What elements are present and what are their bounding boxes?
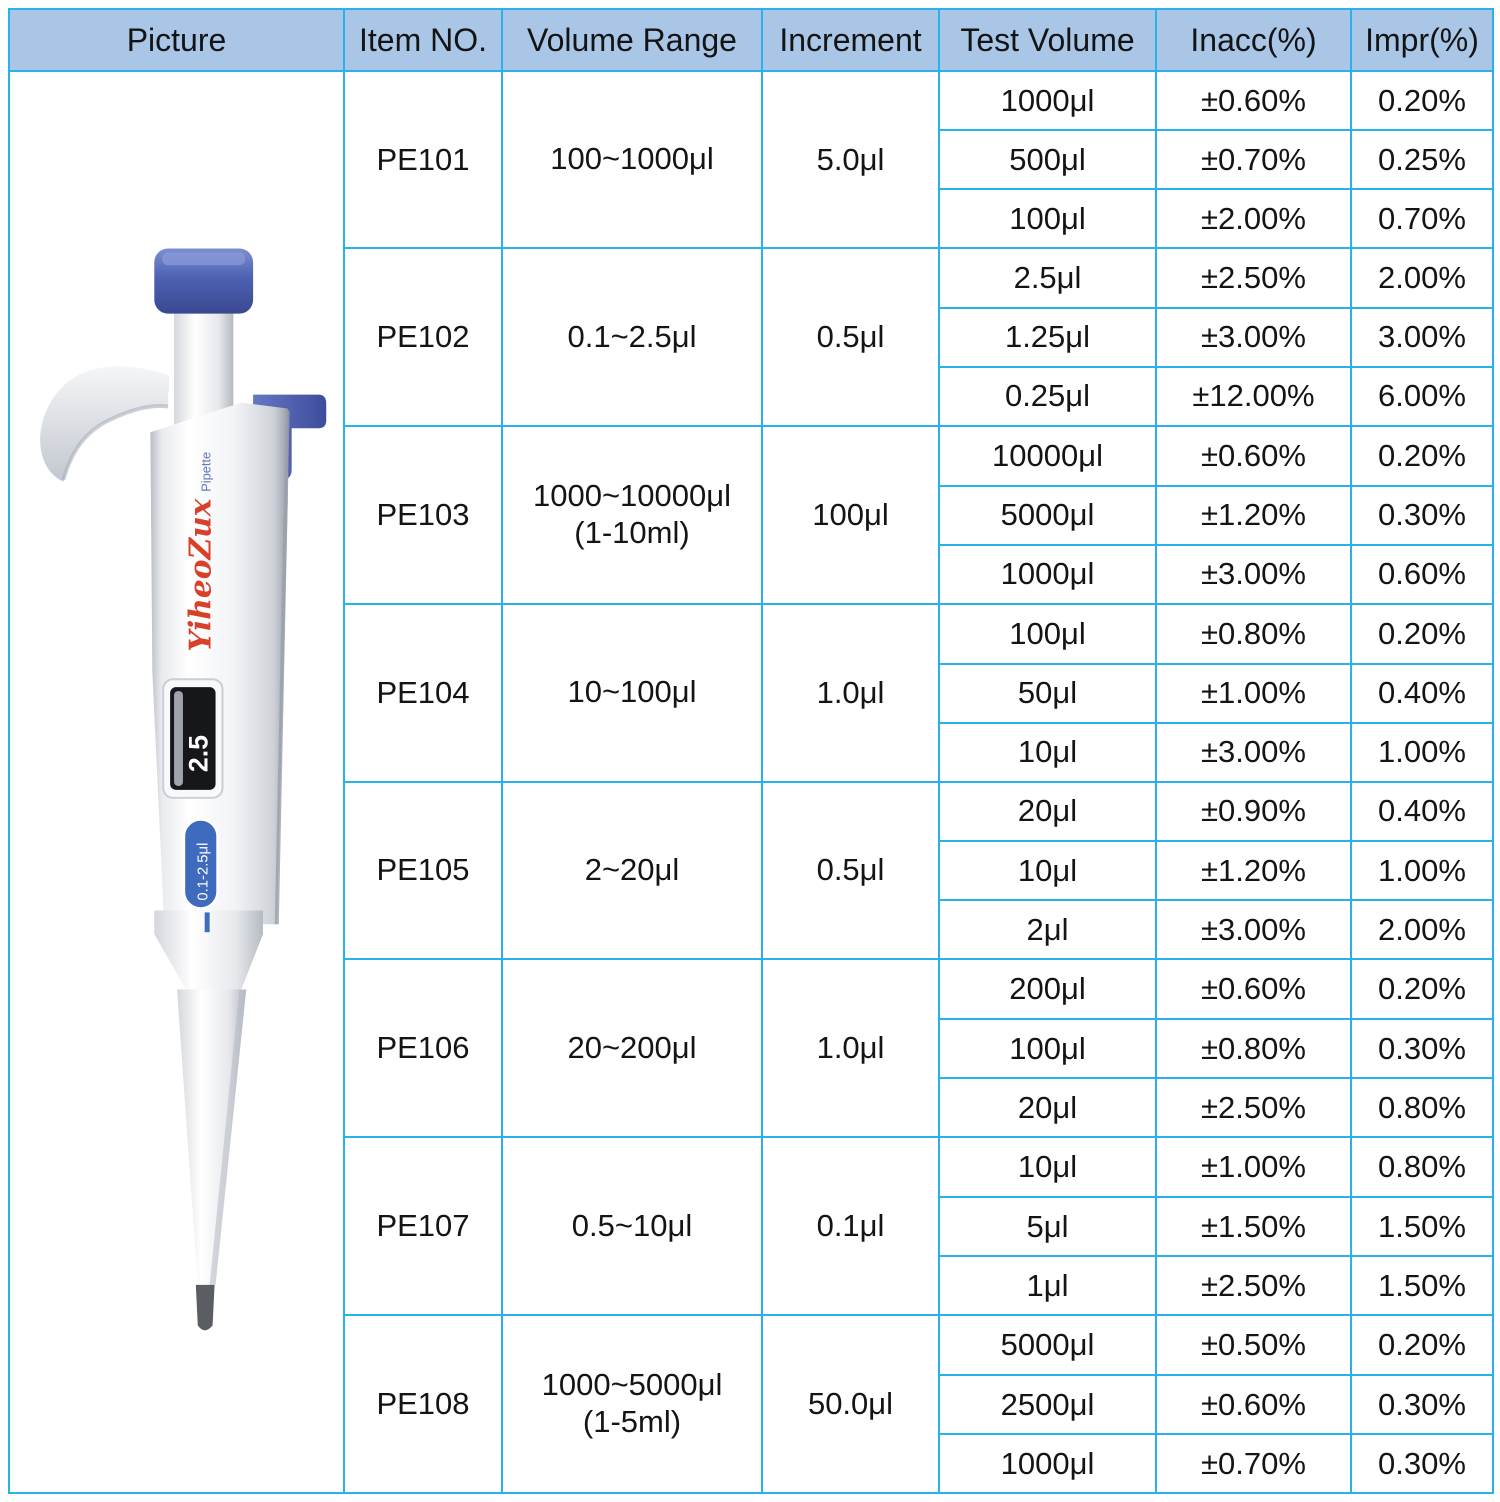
cell-impr: 0.30% xyxy=(1351,1375,1493,1434)
cell-inacc: ±1.00% xyxy=(1156,1137,1351,1197)
cell-inacc: ±0.60% xyxy=(1156,1375,1351,1434)
cell-volume-range xyxy=(502,959,762,1137)
cell-test-volume: 10000μl xyxy=(939,426,1156,486)
cell-test-volume: 100μl xyxy=(939,189,1156,248)
cell-impr: 0.40% xyxy=(1351,664,1493,723)
cell-inacc: ±0.90% xyxy=(1156,782,1351,842)
cell-inacc: ±0.60% xyxy=(1156,71,1351,130)
cell-test-volume: 1000μl xyxy=(939,71,1156,130)
cell-item-no: PE106 xyxy=(344,959,502,1137)
collar-mark xyxy=(205,912,210,932)
cell-test-volume: 20μl xyxy=(939,1078,1156,1137)
cell-test-volume: 20μl xyxy=(939,782,1156,842)
cell-inacc: ±0.80% xyxy=(1156,1019,1351,1078)
cell-impr: 0.80% xyxy=(1351,1078,1493,1137)
cell-increment: 0.1μl xyxy=(762,1137,939,1315)
header-impr: Impr(%) xyxy=(1351,9,1493,71)
pipette-body xyxy=(150,403,287,925)
cell-inacc: ±0.60% xyxy=(1156,959,1351,1019)
cell-test-volume: 1000μl xyxy=(939,1434,1156,1493)
header-inacc: Inacc(%) xyxy=(1156,9,1351,71)
range-line-1: 0.5~10μl xyxy=(571,1207,693,1243)
cell-test-volume: 1000μl xyxy=(939,545,1156,604)
cell-inacc: ±1.00% xyxy=(1156,664,1351,723)
cell-inacc: ±12.00% xyxy=(1156,367,1351,426)
cell-increment: 5.0μl xyxy=(762,71,939,248)
cell-item-no: PE103 xyxy=(344,426,502,604)
display-value: 2.5 xyxy=(183,735,214,773)
cell-increment: 100μl xyxy=(762,426,939,604)
range-line-1: 1000~10000μl xyxy=(532,478,732,514)
cell-test-volume: 2.5μl xyxy=(939,248,1156,308)
cell-inacc: ±2.50% xyxy=(1156,248,1351,308)
range-line-1: 100~1000μl xyxy=(550,141,714,177)
cell-test-volume: 10μl xyxy=(939,723,1156,782)
cell-impr: 0.20% xyxy=(1351,71,1493,130)
cell-impr: 1.00% xyxy=(1351,841,1493,900)
cell-inacc: ±2.50% xyxy=(1156,1256,1351,1315)
cell-test-volume: 5μl xyxy=(939,1197,1156,1256)
cell-test-volume: 10μl xyxy=(939,841,1156,900)
cell-inacc: ±1.50% xyxy=(1156,1197,1351,1256)
cell-test-volume: 2500μl xyxy=(939,1375,1156,1434)
header-volume-range: Volume Range xyxy=(502,9,762,71)
cell-increment: 0.5μl xyxy=(762,248,939,426)
cell-test-volume: 5000μl xyxy=(939,1315,1156,1375)
cell-impr: 0.30% xyxy=(1351,1019,1493,1078)
header-row xyxy=(9,9,1493,71)
cell-impr: 0.30% xyxy=(1351,486,1493,545)
cell-volume-range xyxy=(502,1137,762,1315)
plunger-knob-highlight xyxy=(162,252,245,265)
cell-inacc: ±1.20% xyxy=(1156,841,1351,900)
cell-impr: 6.00% xyxy=(1351,367,1493,426)
cell-test-volume: 1μl xyxy=(939,1256,1156,1315)
cell-item-no: PE101 xyxy=(344,71,502,248)
pipette-spec-table xyxy=(8,8,1494,1494)
cell-test-volume: 2μl xyxy=(939,900,1156,959)
cell-test-volume: 100μl xyxy=(939,604,1156,664)
cell-inacc: ±1.20% xyxy=(1156,486,1351,545)
cell-test-volume: 50μl xyxy=(939,664,1156,723)
cell-inacc: ±2.50% xyxy=(1156,1078,1351,1137)
cell-impr: 2.00% xyxy=(1351,248,1493,308)
cell-test-volume: 200μl xyxy=(939,959,1156,1019)
cell-impr: 0.20% xyxy=(1351,426,1493,486)
header-increment: Increment xyxy=(762,9,939,71)
cell-increment: 50.0μl xyxy=(762,1315,939,1493)
cell-inacc: ±0.70% xyxy=(1156,130,1351,189)
range-line-1: 20~200μl xyxy=(567,1030,697,1065)
cell-increment: 1.0μl xyxy=(762,604,939,782)
range-line-2: (1-5ml) xyxy=(582,1404,682,1440)
cell-inacc: ±3.00% xyxy=(1156,308,1351,367)
cell-test-volume: 1.25μl xyxy=(939,308,1156,367)
cell-inacc: ±0.50% xyxy=(1156,1315,1351,1375)
cell-inacc: ±2.00% xyxy=(1156,189,1351,248)
cell-volume-range xyxy=(502,1315,762,1493)
cell-test-volume: 500μl xyxy=(939,130,1156,189)
cell-test-volume: 5000μl xyxy=(939,486,1156,545)
range-line-1: 2~20μl xyxy=(584,852,680,888)
pipette-image xyxy=(14,72,344,1492)
volume-display xyxy=(163,679,222,798)
cell-item-no: PE108 xyxy=(344,1315,502,1493)
cell-volume-range xyxy=(502,604,762,782)
cell-item-no: PE105 xyxy=(344,782,502,960)
cell-inacc: ±0.80% xyxy=(1156,604,1351,664)
range-line-1: 10~100μl xyxy=(567,674,697,710)
cell-impr: 0.20% xyxy=(1351,1315,1493,1375)
cell-impr: 0.70% xyxy=(1351,189,1493,248)
cell-increment: 0.5μl xyxy=(762,782,939,960)
range-line-2: (1-10ml) xyxy=(574,514,690,550)
table-row xyxy=(9,71,1493,130)
cell-item-no: PE102 xyxy=(344,248,502,426)
cell-volume-range xyxy=(502,782,762,960)
cell-impr: 1.00% xyxy=(1351,723,1493,782)
display-dial-strip xyxy=(174,691,183,786)
cell-inacc: ±0.60% xyxy=(1156,426,1351,486)
cell-impr: 0.20% xyxy=(1351,959,1493,1019)
cell-impr: 2.00% xyxy=(1351,900,1493,959)
brand-text: YiheoZuxPipette xyxy=(182,451,218,652)
range-line-1: 0.1~2.5μl xyxy=(567,318,697,354)
pipette-lower xyxy=(154,910,263,1330)
cell-test-volume: 0.25μl xyxy=(939,367,1156,426)
cell-inacc: ±3.00% xyxy=(1156,900,1351,959)
header-item-no: Item NO. xyxy=(344,9,502,71)
cell-impr: 0.30% xyxy=(1351,1434,1493,1493)
cell-inacc: ±3.00% xyxy=(1156,545,1351,604)
cell-volume-range xyxy=(502,71,762,248)
header-test-volume: Test Volume xyxy=(939,9,1156,71)
cell-inacc: ±0.70% xyxy=(1156,1434,1351,1493)
volume-range-label xyxy=(184,820,218,909)
cell-impr: 0.25% xyxy=(1351,130,1493,189)
cell-test-volume: 100μl xyxy=(939,1019,1156,1078)
label-text: 0.1-2.5μl xyxy=(195,842,212,901)
cell-item-no: PE104 xyxy=(344,604,502,782)
cell-impr: 1.50% xyxy=(1351,1256,1493,1315)
cell-test-volume: 10μl xyxy=(939,1137,1156,1197)
picture-cell xyxy=(9,71,344,1493)
pipette-tip xyxy=(196,1285,215,1330)
cell-volume-range xyxy=(502,248,762,426)
cell-item-no: PE107 xyxy=(344,1137,502,1315)
header-picture: Picture xyxy=(9,9,344,71)
range-line-1: 1000~5000μl xyxy=(541,1367,723,1403)
cell-impr: 1.50% xyxy=(1351,1197,1493,1256)
cell-impr: 0.80% xyxy=(1351,1137,1493,1197)
cell-impr: 0.40% xyxy=(1351,782,1493,842)
cell-volume-range xyxy=(502,426,762,604)
cell-impr: 0.20% xyxy=(1351,604,1493,664)
cell-increment: 1.0μl xyxy=(762,959,939,1137)
cell-impr: 0.60% xyxy=(1351,545,1493,604)
cell-inacc: ±3.00% xyxy=(1156,723,1351,782)
cell-impr: 3.00% xyxy=(1351,308,1493,367)
